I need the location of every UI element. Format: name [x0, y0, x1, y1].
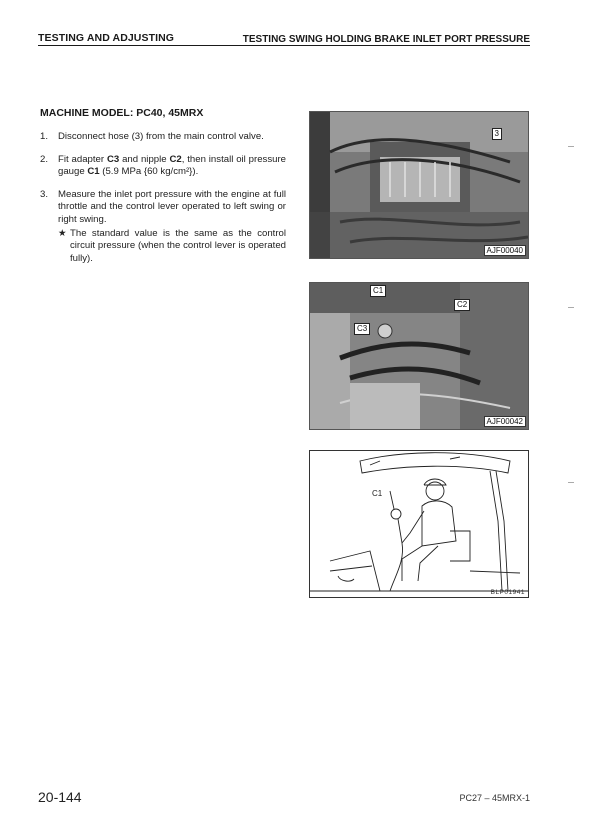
callout-c1: C1 [370, 285, 386, 297]
photo-code: AJF00042 [484, 416, 526, 427]
photo-main-control-valve [309, 111, 529, 259]
drawing-code: BLP01941 [490, 589, 525, 596]
header-rule [38, 45, 530, 46]
header-page-topic: TESTING SWING HOLDING BRAKE INLET PORT PRESSURE [242, 34, 530, 45]
callout-c2: C2 [454, 299, 470, 311]
step-text: Disconnect hose (3) from the main control valve. [58, 131, 264, 142]
machine-model-heading: MACHINE MODEL: PC40, 45MRX [40, 107, 204, 119]
margin-mark [568, 482, 574, 483]
header-section-title: TESTING AND ADJUSTING [38, 32, 175, 44]
gauge-c1-label: C1 [87, 166, 100, 178]
step-2 [40, 154, 286, 179]
drawing-label-c1: C1 [372, 489, 383, 498]
margin-mark [568, 146, 574, 147]
manual-model-code: PC27 – 45MRX-1 [459, 793, 530, 803]
photo-gauge-connection [309, 282, 529, 430]
note-text: The standard value is the same as the control circuit pressure (when the control lever is operated fully). [70, 227, 286, 264]
photo-code: AJF00040 [484, 245, 526, 256]
step-3 [40, 189, 286, 266]
step-number: 2. [40, 153, 49, 165]
step-text: Measure the inlet port pressure with the engine at full throttle and the control lever operated to left swing or right swing. [58, 188, 286, 225]
callout-c3: C3 [354, 323, 370, 335]
margin-mark [568, 307, 574, 308]
standard-value-note [58, 228, 286, 266]
step-1 [40, 131, 286, 144]
drawing-operator-with-gauge [309, 450, 529, 598]
step-number: 1. [40, 131, 49, 142]
step-text: Fit adapter C3 and nipple C2, then install oil pressure gauge C1 (5.9 MPa {60 kg/cm²}). [58, 153, 287, 178]
procedure-steps [40, 131, 286, 275]
nipple-c2-label: C2 [169, 153, 182, 165]
adapter-c3-label: C3 [106, 153, 120, 165]
step-number: 3. [40, 188, 49, 200]
page-number: 20-144 [38, 789, 82, 805]
star-icon: ★ [58, 227, 67, 239]
callout-3: 3 [492, 128, 502, 140]
